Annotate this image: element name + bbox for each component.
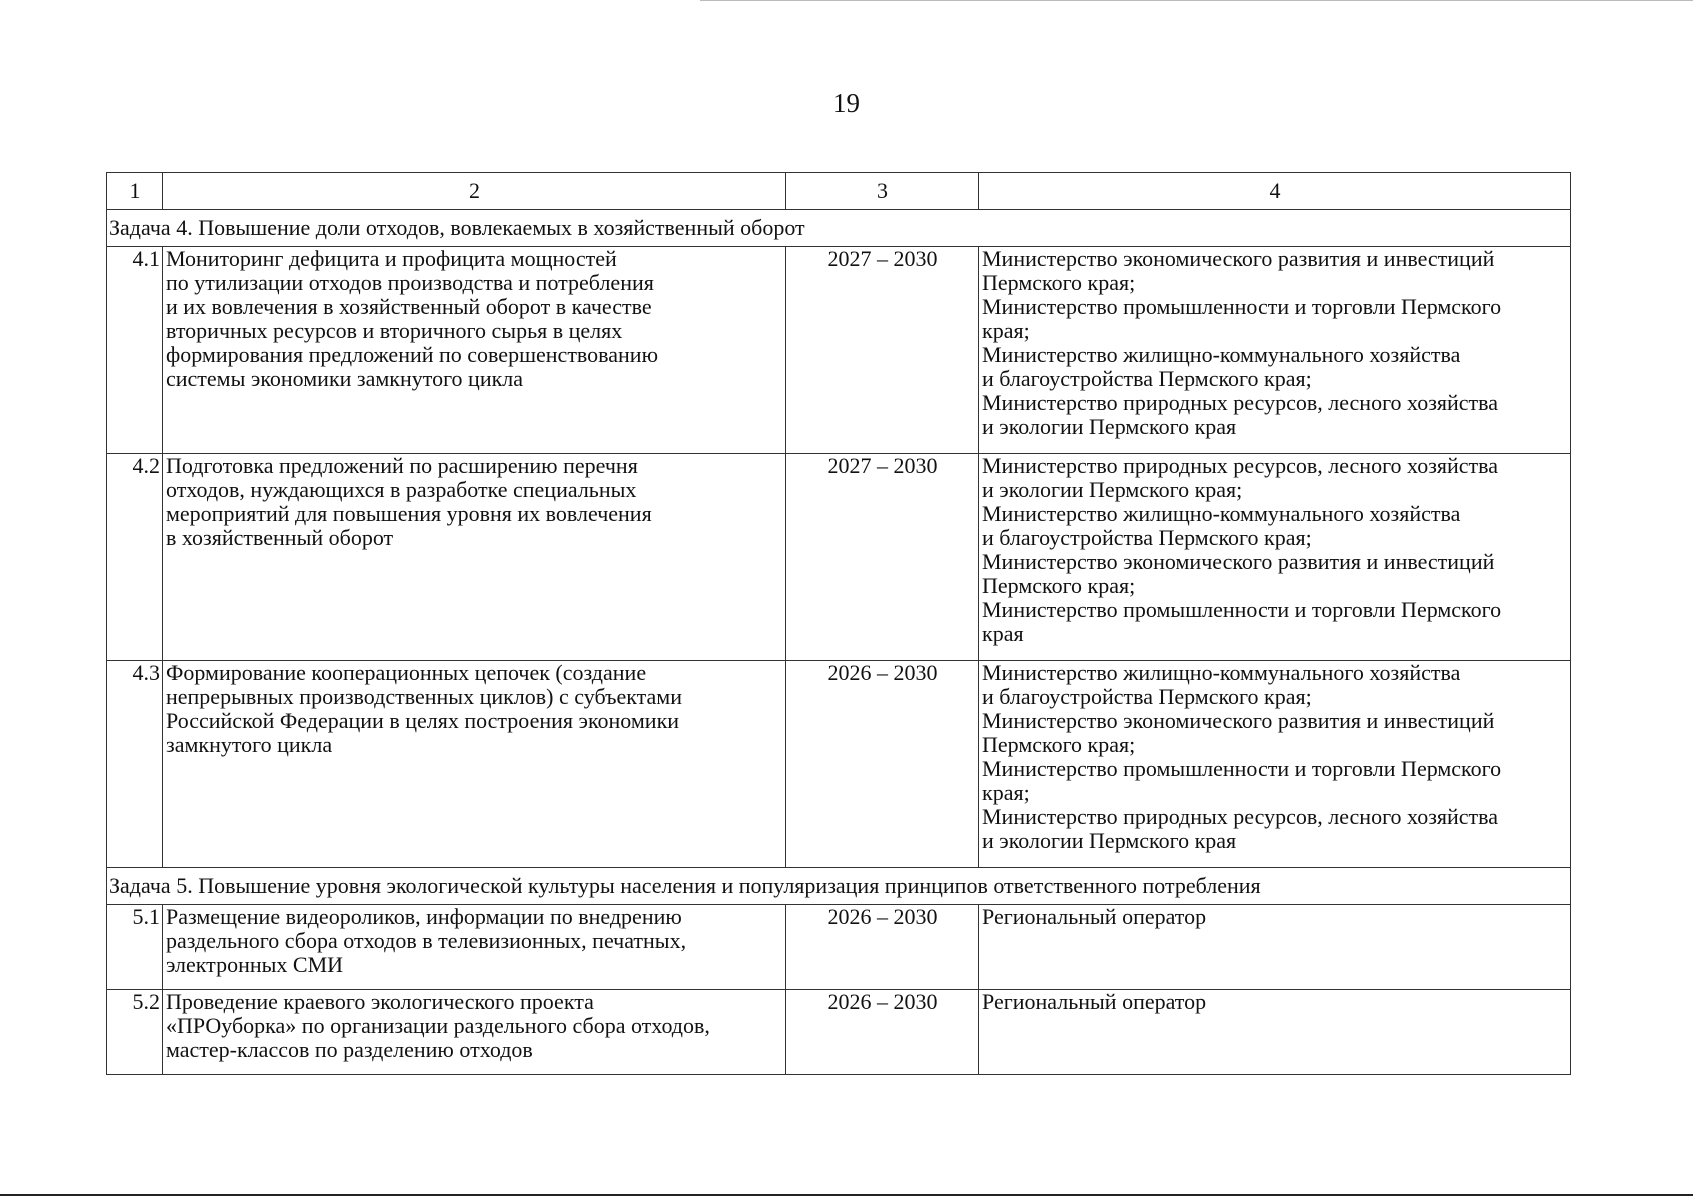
description-line: мастер-классов по разделению отходов <box>166 1037 533 1062</box>
table-header-row <box>107 173 1571 210</box>
header-col-4: 4 <box>979 173 1571 210</box>
description-line: Подготовка предложений по расширению перечня <box>166 453 638 478</box>
table-row <box>107 454 1571 661</box>
responsible-line: и благоустройства Пермского края; <box>982 525 1312 550</box>
header-col-1: 1 <box>107 173 163 210</box>
responsible-line: Министерство жилищно-коммунального хозяйства <box>982 342 1461 367</box>
responsible-line: Министерство экономического развития и инвестиций <box>982 246 1495 271</box>
task-5-title: Задача 5. Повышение уровня экологической культуры населения и популяризация принципов ответственного потребления <box>107 868 1571 905</box>
table-row <box>107 905 1571 990</box>
responsible-line: Министерство промышленности и торговли Пермского <box>982 597 1502 622</box>
scan-edge-top <box>700 0 1693 1</box>
row-number: 5.2 <box>107 990 163 1075</box>
responsible-line: и благоустройства Пермского края; <box>982 366 1312 391</box>
description-line: мероприятий для повышения уровня их вовлечения <box>166 501 652 526</box>
header-col-2: 2 <box>163 173 786 210</box>
header-col-3: 3 <box>786 173 979 210</box>
implementation-period: 2026 – 2030 <box>786 990 979 1075</box>
responsible-line: Министерство жилищно-коммунального хозяйства <box>982 501 1461 526</box>
responsible-line: Пермского края; <box>982 270 1136 295</box>
responsible-line: Министерство промышленности и торговли Пермского <box>982 756 1502 781</box>
responsible-executors: Региональный оператор <box>979 990 1571 1075</box>
task-4-heading-row <box>107 210 1571 247</box>
implementation-period: 2026 – 2030 <box>786 661 979 868</box>
task-4-title: Задача 4. Повышение доли отходов, вовлекаемых в хозяйственный оборот <box>107 210 1571 247</box>
responsible-line: и экологии Пермского края <box>982 828 1237 853</box>
row-number: 4.3 <box>107 661 163 868</box>
page-number: 19 <box>833 88 860 118</box>
table-row <box>107 661 1571 868</box>
description-line: электронных СМИ <box>166 952 344 977</box>
measure-description <box>163 247 786 454</box>
responsible-line: края <box>982 621 1024 646</box>
description-line: Формирование кооперационных цепочек (создание <box>166 660 647 685</box>
measure-description <box>163 454 786 661</box>
description-line: в хозяйственный оборот <box>166 525 394 550</box>
implementation-period: 2027 – 2030 <box>786 247 979 454</box>
description-line: Мониторинг дефицита и профицита мощностей <box>166 246 617 271</box>
table-row <box>107 247 1571 454</box>
implementation-period: 2026 – 2030 <box>786 905 979 990</box>
responsible-executors <box>979 247 1571 454</box>
measures-table <box>106 172 1571 1075</box>
row-number: 5.1 <box>107 905 163 990</box>
row-number: 4.2 <box>107 454 163 661</box>
description-line: Размещение видеороликов, информации по внедрению <box>166 904 682 929</box>
description-line: непрерывных производственных циклов) с субъектами <box>166 684 682 709</box>
implementation-period: 2027 – 2030 <box>786 454 979 661</box>
measure-description <box>163 661 786 868</box>
description-line: Проведение краевого экологического проекта <box>166 989 594 1014</box>
description-line: раздельного сбора отходов в телевизионных, печатных, <box>166 928 687 953</box>
responsible-line: и экологии Пермского края; <box>982 477 1243 502</box>
description-line: системы экономики замкнутого цикла <box>166 366 524 391</box>
responsible-line: Министерство природных ресурсов, лесного хозяйства <box>982 390 1499 415</box>
measure-description <box>163 905 786 990</box>
responsible-line: Министерство природных ресурсов, лесного хозяйства <box>982 453 1499 478</box>
description-line: формирования предложений по совершенствованию <box>166 342 659 367</box>
description-line: и их вовлечения в хозяйственный оборот в качестве <box>166 294 652 319</box>
responsible-executors <box>979 454 1571 661</box>
responsible-line: Пермского края; <box>982 573 1136 598</box>
description-line: отходов, нуждающихся в разработке специальных <box>166 477 637 502</box>
description-line: вторичных ресурсов и вторичного сырья в целях <box>166 318 623 343</box>
responsible-line: края; <box>982 780 1030 805</box>
responsible-line: Министерство природных ресурсов, лесного хозяйства <box>982 804 1499 829</box>
responsible-line: края; <box>982 318 1030 343</box>
description-line: Российской Федерации в целях построения экономики <box>166 708 680 733</box>
responsible-executors: Региональный оператор <box>979 905 1571 990</box>
responsible-line: Министерство экономического развития и инвестиций <box>982 549 1495 574</box>
description-line: замкнутого цикла <box>166 732 333 757</box>
responsible-line: Пермского края; <box>982 732 1136 757</box>
task-5-heading-row <box>107 868 1571 905</box>
responsible-line: Министерство экономического развития и инвестиций <box>982 708 1495 733</box>
scan-edge-bottom <box>0 1194 1693 1196</box>
responsible-line: и экологии Пермского края <box>982 414 1237 439</box>
responsible-line: Министерство жилищно-коммунального хозяйства <box>982 660 1461 685</box>
description-line: «ПРОуборка» по организации раздельного сбора отходов, <box>166 1013 710 1038</box>
measure-description <box>163 990 786 1075</box>
row-number: 4.1 <box>107 247 163 454</box>
responsible-executors <box>979 661 1571 868</box>
responsible-line: Министерство промышленности и торговли Пермского <box>982 294 1502 319</box>
responsible-line: и благоустройства Пермского края; <box>982 684 1312 709</box>
table-row <box>107 990 1571 1075</box>
description-line: по утилизации отходов производства и потребления <box>166 270 654 295</box>
